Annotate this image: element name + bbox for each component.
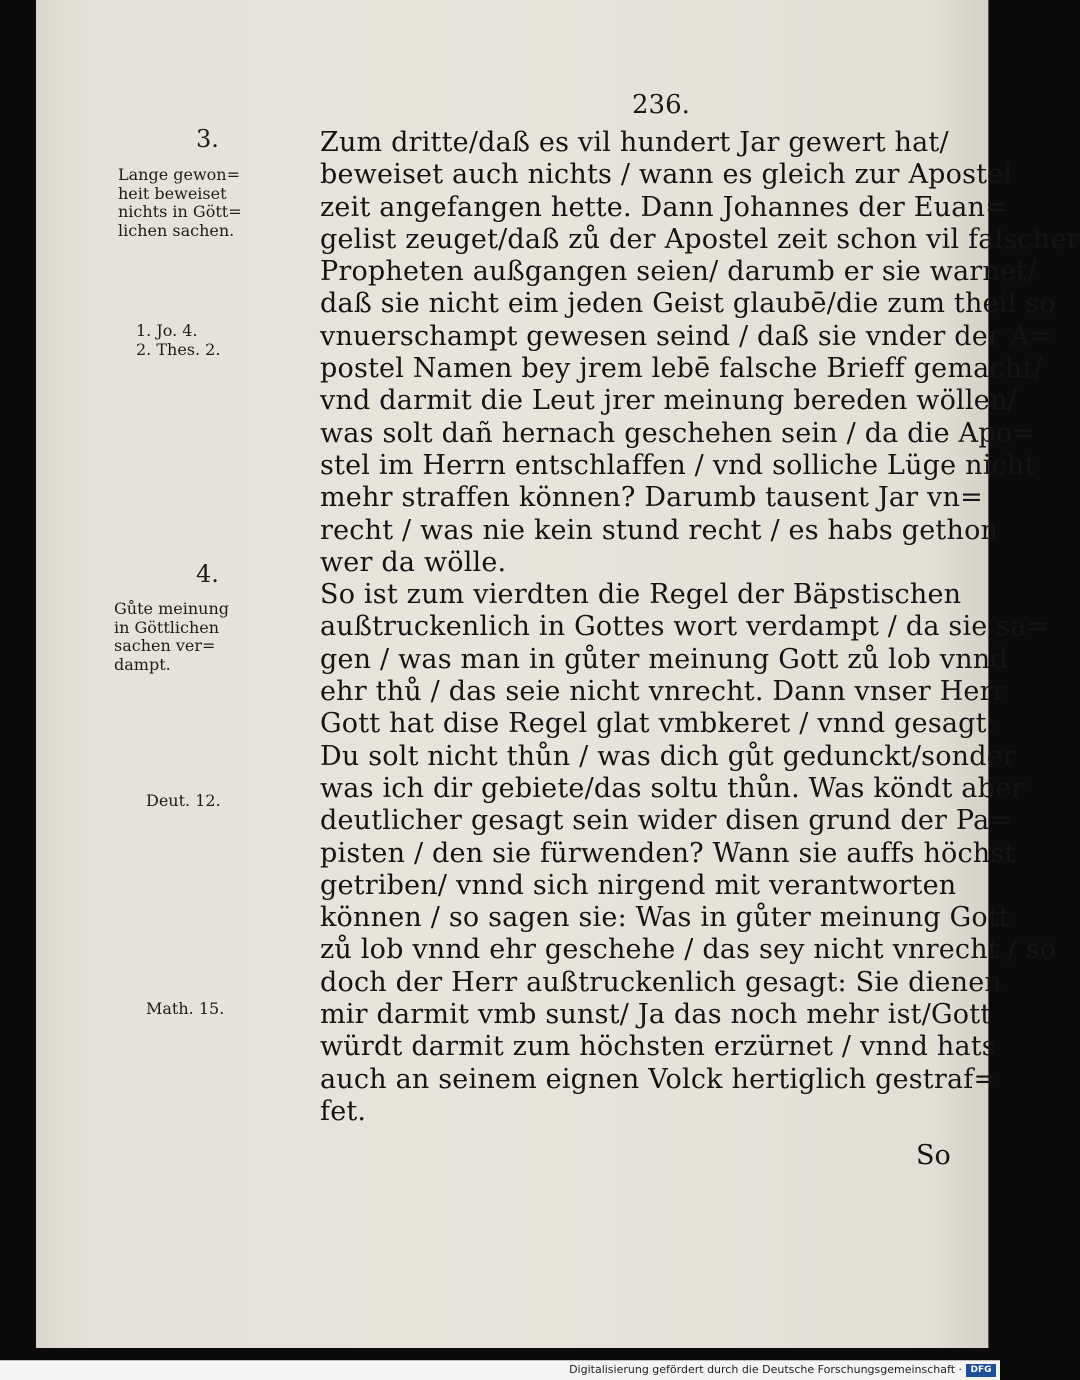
- text-line: pisten / den sie fürwenden? Wann sie auffs höchst: [320, 837, 1016, 869]
- text-line: doch der Herr außtruckenlich gesagt: Sie dienen: [320, 966, 1002, 998]
- main-text-block: [320, 127, 1080, 1128]
- text-line: zeit angefangen hette. Dann Johannes der Euan=: [320, 191, 1008, 223]
- text-line: mehr straffen können? Darumb tausent Jar vn=: [320, 482, 983, 514]
- text-line: Du solt nicht thůn / was dich gůt gedunckt/sonder: [320, 740, 1017, 772]
- text-line: gelist zeuget/daß zů der Apostel zeit schon vil falscher: [320, 223, 1080, 255]
- margin-note-line: heit beweiset: [118, 183, 227, 203]
- text-line: was ich dir gebiete/das soltu thůn. Was köndt aber: [320, 772, 1025, 804]
- margin-note-line: dampt.: [114, 654, 171, 674]
- text-line: wer da wölle.: [320, 546, 507, 578]
- text-line: So ist zum vierdten die Regel der Bäpstischen: [320, 579, 962, 611]
- text-line: fet.: [320, 1095, 367, 1127]
- text-line: beweiset auch nichts / wann es gleich zur Apostel: [320, 159, 1013, 191]
- funding-credit: Digitalisierung gefördert durch die Deutsche Forschungsgemeinschaft ·: [569, 1363, 962, 1376]
- text-line: stel im Herrn entschlaffen / vnd solliche Lüge nicht: [320, 449, 1036, 481]
- footer-bar: [0, 1360, 1000, 1380]
- margin-note-line: Gůte meinung: [114, 599, 229, 618]
- text-line: auch an seinem eignen Volck hertiglich gestraf=: [320, 1063, 997, 1095]
- text-line: vnd darmit die Leut jrer meinung bereden wöllen/: [320, 385, 1017, 417]
- text-line: würdt darmit zum höchsten erzürnet / vnnd hats: [320, 1031, 996, 1063]
- text-line: postel Namen bey jrem lebē falsche Brieff gemacht/: [320, 353, 1043, 385]
- text-line: Propheten außgangen seien/ darumb er sie warnet/: [320, 256, 1037, 288]
- text-line: mir darmit vmb sunst/ Ja das noch mehr ist/Gott: [320, 999, 992, 1031]
- margin-number-4: 4.: [196, 560, 219, 588]
- margin-note-line: nichts in Gött=: [118, 202, 242, 221]
- page-number: 236.: [632, 90, 690, 120]
- text-line: gen / was man in gůter meinung Gott zů lob vnnd: [320, 643, 1008, 675]
- text-line: außtruckenlich in Gottes wort verdampt / da sie sa=: [320, 611, 1050, 643]
- text-line: Gott hat dise Regel glat vmbkeret / vnnd gesagt:: [320, 708, 997, 740]
- text-line: vnuerschampt gewesen seind / daß sie vnder der A=: [320, 320, 1053, 352]
- margin-scripture-refs: [136, 322, 220, 359]
- text-line: können / so sagen sie: Was in gůter meinung Gott: [320, 902, 1010, 934]
- margin-ref-deuteronomy: Deut. 12.: [146, 791, 221, 810]
- margin-note-line: lichen sachen.: [118, 220, 235, 240]
- text-line: deutlicher gesagt sein wider disen grund der Pa=: [320, 805, 1013, 837]
- text-line: ehr thů / das seie nicht vnrecht. Dann vnser Herr: [320, 676, 1006, 708]
- text-line: getriben/ vnnd sich nirgend mit verantworten: [320, 869, 957, 901]
- text-line: Zum dritte/daß es vil hundert Jar gewert hat/: [320, 127, 949, 158]
- dfg-logo-icon: DFG: [966, 1364, 996, 1377]
- margin-note-good-intention: [114, 600, 229, 674]
- text-line: daß sie nicht eim jeden Geist glaubē/die zum theil so: [320, 288, 1056, 320]
- text-line: recht / was nie kein stund recht / es habs gethon: [320, 514, 999, 546]
- margin-note-line: Lange gewon=: [118, 165, 241, 184]
- margin-note-custom: [118, 166, 242, 240]
- margin-ref-matthew: Math. 15.: [146, 999, 225, 1018]
- margin-number-3: 3.: [196, 125, 219, 153]
- margin-ref-line: 1. Jo. 4.: [136, 321, 198, 340]
- margin-ref-line: 2. Thes. 2.: [136, 339, 221, 359]
- catchword: So: [916, 1140, 951, 1171]
- text-line: zů lob vnnd ehr geschehe / das sey nicht vnrecht / so: [320, 934, 1057, 966]
- margin-note-line: sachen ver=: [114, 636, 216, 655]
- margin-note-line: in Göttlichen: [114, 617, 220, 637]
- book-page: [36, 0, 1080, 1348]
- text-line: was solt dañ hernach geschehen sein / da die Apo=: [320, 417, 1036, 449]
